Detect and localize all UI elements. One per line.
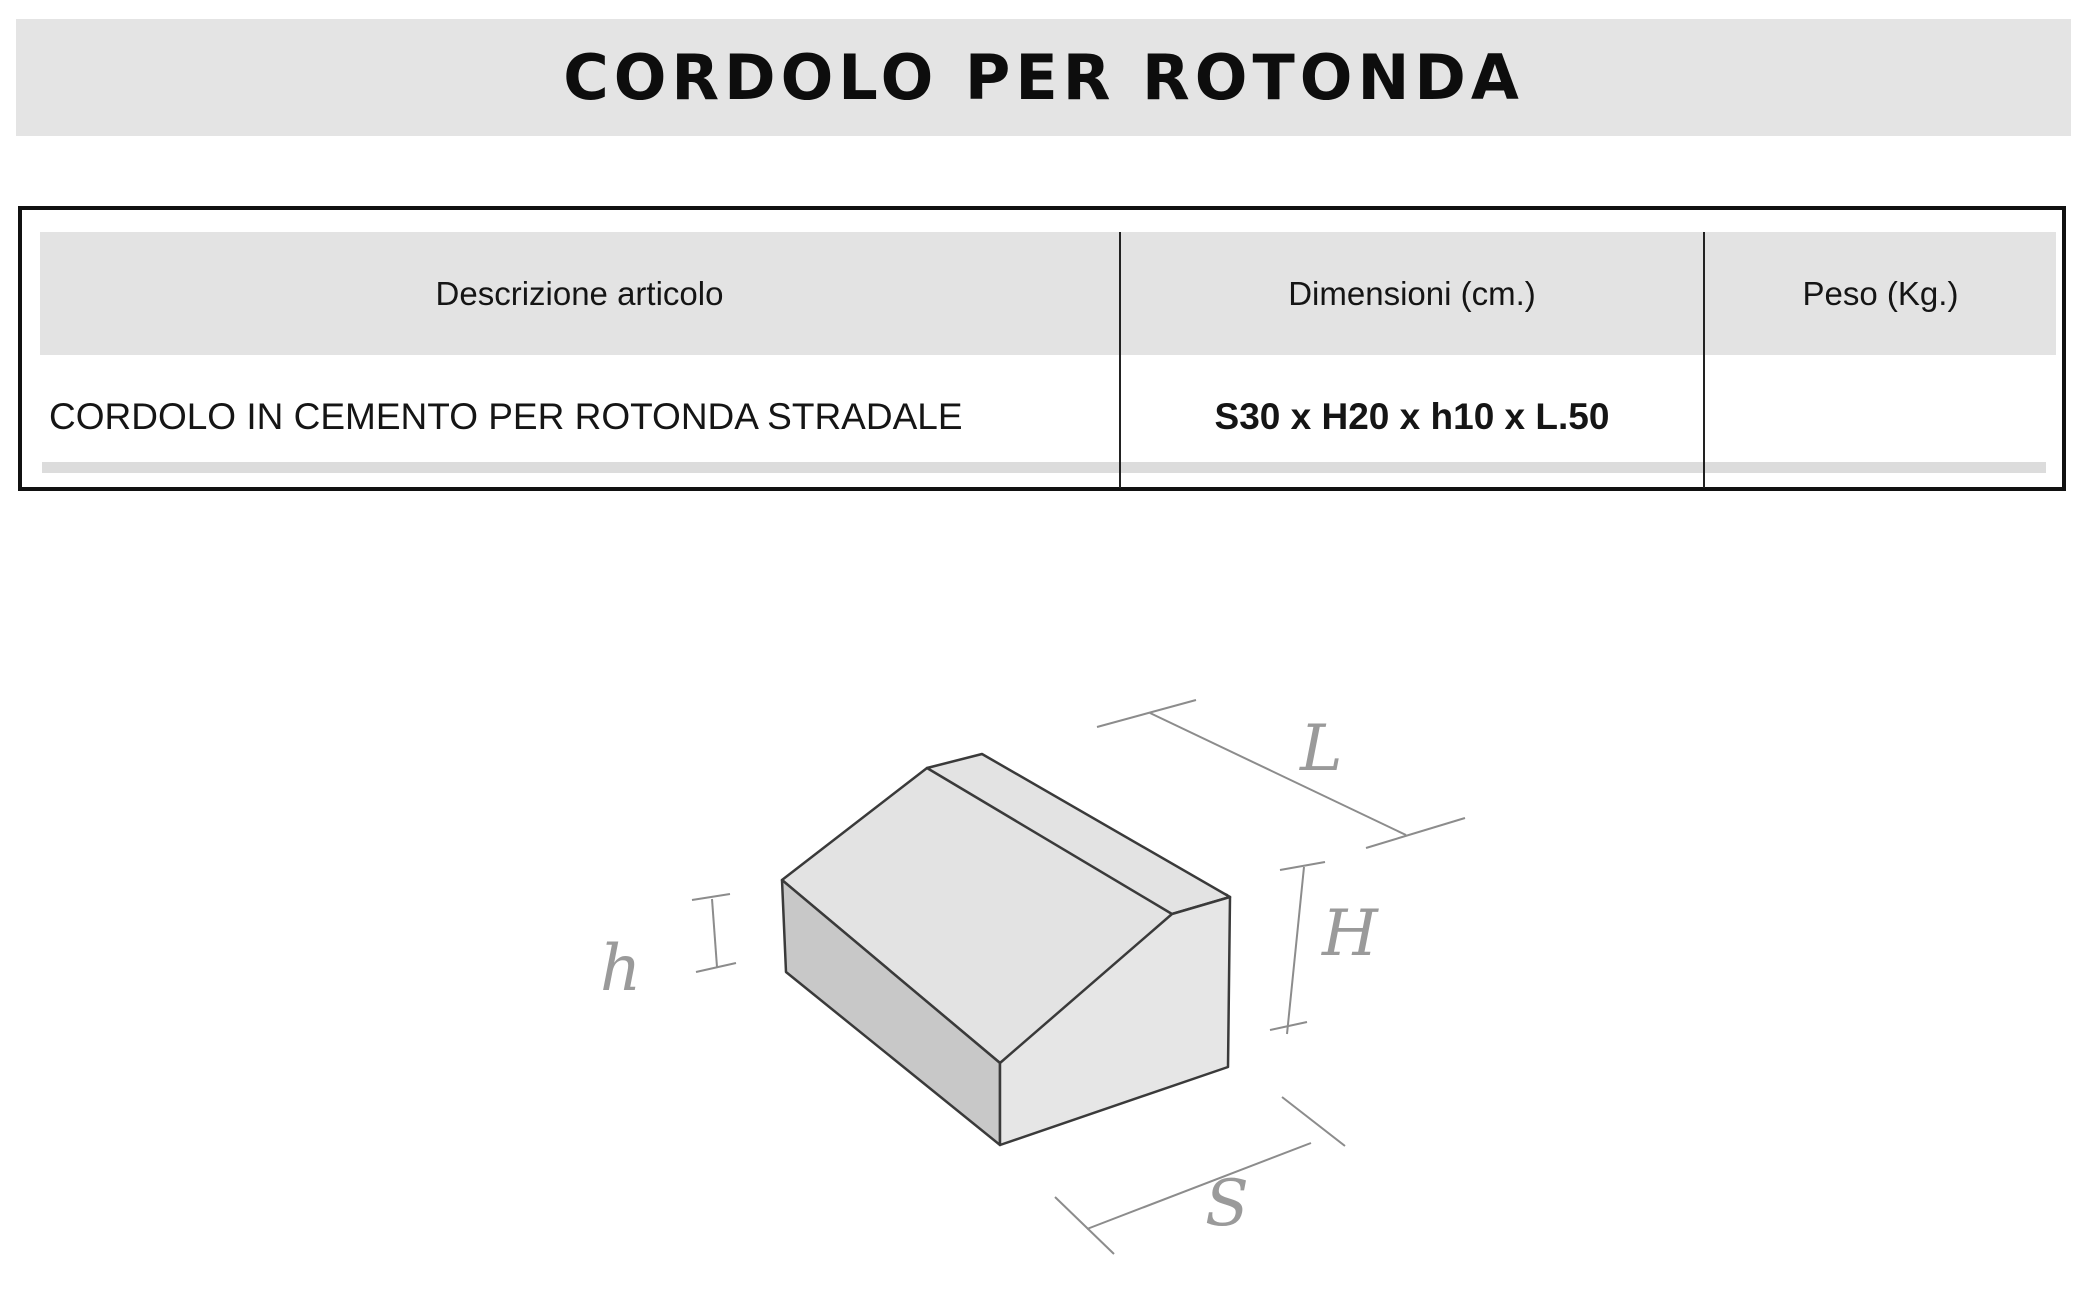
dimension-label-width: S (1205, 1167, 1249, 1241)
curb-block (782, 754, 1230, 1145)
row-description: CORDOLO IN CEMENTO PER ROTONDA STRADALE (49, 396, 963, 437)
header-weight: Peso (Kg.) (1802, 274, 1959, 312)
dimension-label-low-height: h (600, 932, 642, 1006)
row-dimensions: S30 x H20 x h10 x L.50 (1214, 396, 1610, 437)
page-title: CORDOLO PER ROTONDA (563, 41, 1524, 114)
dimension-label-length: L (1300, 712, 1343, 786)
header-description: Descrizione articolo (435, 274, 724, 312)
dimension-label-height: H (1322, 897, 1378, 971)
header-dimensions: Dimensioni (cm.) (1288, 274, 1536, 312)
